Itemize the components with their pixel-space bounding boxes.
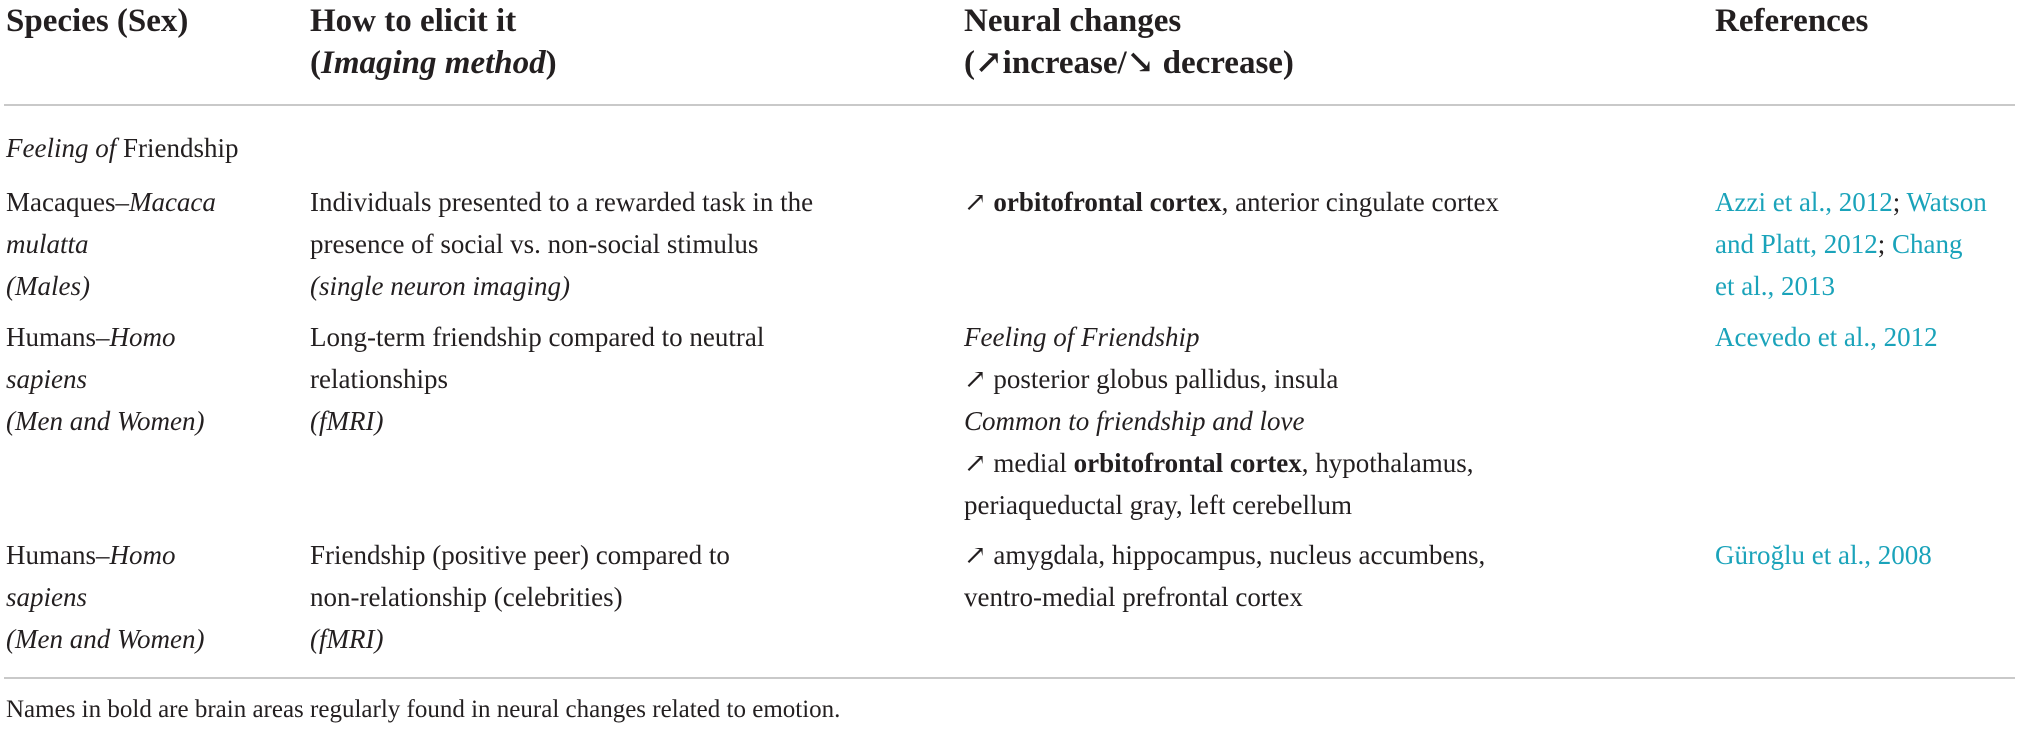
reference-link[interactable]: Azzi et al., 2012 [1715,187,1893,217]
table-row-1-neural: ↗ orbitofrontal cortex, anterior cingulate cortex [964,187,1499,217]
table-bottom-divider [4,677,2015,679]
table-row-1-how: Individuals presented to a rewarded task in the presence of social vs. non-social stimulus (single neuron imaging) [310,187,814,301]
header-divider [4,104,2015,106]
header-how-line2: (Imaging method) [310,45,557,81]
reference-link[interactable]: Güroğlu et al., 2008 [1715,540,1932,570]
table-row-3-references [1715,534,1932,576]
section-label: Feeling of Friendship [6,133,239,163]
table-row-1-references: Azzi et al., 2012; Watson and Platt, 2012; Chang et al., 2013 [1715,187,1987,301]
increase-arrow-icon: ↗ [964,364,987,394]
reference-link[interactable]: and Platt, 2012 [1715,229,1878,259]
reference-link[interactable]: Chang [1892,229,1963,259]
header-how-line1: How to elicit it [310,3,517,39]
table-row-2-species: Humans–Homo sapiens (Men and Women) [6,322,205,436]
table-row-3-species: Humans–Homo sapiens (Men and Women) [6,540,205,654]
increase-arrow-icon: ↗ [964,448,987,478]
increase-arrow-icon: ↗ [964,540,987,570]
table-row-2-how: Long-term friendship compared to neutral relationships (fMRI) [310,322,765,436]
table-row-2-neural: Feeling of Friendship ↗ posterior globus pallidus, insula Common to friendship and love ↗ medial orbitofrontal cortex, hypothalamus, periaqueductal gray, left cerebellum [964,322,1474,520]
decrease-arrow-icon: ↘ [1126,45,1155,81]
header-neural-line2: (↗increase/↘ decrease) [964,45,1294,81]
table-row-3-neural: ↗ amygdala, hippocampus, nucleus accumbens, ventro-medial prefrontal cortex [964,540,1486,612]
increase-arrow-icon: ↗ [964,187,987,217]
table-footnote: Names in bold are brain areas regularly found in neural changes related to emotion. [6,696,841,723]
header-references: References [1715,3,1869,39]
reference-link[interactable]: Acevedo et al., 2012 [1715,322,1938,352]
table-row-1-species: Macaques–Macaca mulatta (Males) [6,187,216,301]
increase-arrow-icon: ↗ [975,45,1003,81]
reference-link[interactable]: et al., 2013 [1715,271,1835,301]
table-row-2-references [1715,316,1938,358]
header-neural-changes [964,0,1294,84]
reference-link[interactable]: Watson [1906,187,1987,217]
table-row-3-how: Friendship (positive peer) compared to non-relationship (celebrities) (fMRI) [310,540,730,654]
header-species: Species (Sex) [6,3,189,39]
header-how-to-elicit [310,0,557,84]
header-neural-line1: Neural changes [964,3,1182,39]
